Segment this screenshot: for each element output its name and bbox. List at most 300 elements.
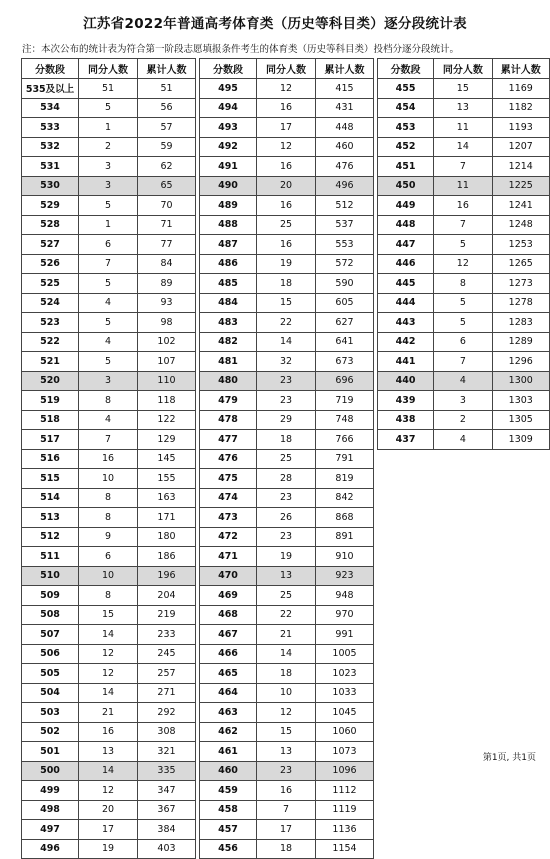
cell-same-score-count: 12 — [79, 644, 138, 664]
cell-score-range: 524 — [22, 293, 79, 313]
table-row — [200, 274, 374, 294]
cell-score-range: 445 — [378, 274, 434, 294]
cell-score-range: 495 — [200, 79, 257, 99]
table-row — [200, 625, 374, 645]
cell-same-score-count: 7 — [434, 215, 492, 235]
cell-cumulative-count: 196 — [138, 566, 196, 586]
table-row — [200, 332, 374, 352]
table-row — [22, 605, 196, 625]
cell-cumulative-count: 77 — [138, 235, 196, 255]
cell-score-range: 488 — [200, 215, 257, 235]
cell-same-score-count: 6 — [434, 332, 492, 352]
table-row — [378, 157, 550, 177]
cell-cumulative-count: 641 — [316, 332, 374, 352]
table-row — [200, 254, 374, 274]
cell-cumulative-count: 1289 — [492, 332, 549, 352]
cell-same-score-count: 12 — [79, 781, 138, 801]
table-row — [22, 157, 196, 177]
table-row — [378, 176, 550, 196]
cell-cumulative-count: 118 — [138, 391, 196, 411]
cell-score-range: 504 — [22, 683, 79, 703]
cell-score-range: 506 — [22, 644, 79, 664]
cell-cumulative-count: 431 — [316, 98, 374, 118]
cell-cumulative-count: 1033 — [316, 683, 374, 703]
table-row — [22, 703, 196, 723]
cell-cumulative-count: 572 — [316, 254, 374, 274]
cell-cumulative-count: 891 — [316, 527, 374, 547]
cell-cumulative-count: 70 — [138, 196, 196, 216]
table-row — [22, 235, 196, 255]
cell-score-range: 487 — [200, 235, 257, 255]
table-row — [22, 664, 196, 684]
cell-same-score-count: 7 — [257, 800, 316, 820]
table-row — [200, 644, 374, 664]
cell-cumulative-count: 57 — [138, 118, 196, 138]
cell-score-range: 437 — [378, 430, 434, 450]
cell-score-range: 454 — [378, 98, 434, 118]
cell-same-score-count: 6 — [79, 235, 138, 255]
header-same-score-count: 同分人数 — [79, 59, 138, 79]
header-row — [200, 59, 374, 79]
cell-score-range: 453 — [378, 118, 434, 138]
cell-cumulative-count: 1283 — [492, 313, 549, 333]
table-row — [22, 254, 196, 274]
cell-score-range: 498 — [22, 800, 79, 820]
table-row — [200, 722, 374, 742]
cell-same-score-count: 18 — [257, 430, 316, 450]
cell-cumulative-count: 1169 — [492, 79, 549, 99]
cell-same-score-count: 22 — [257, 605, 316, 625]
cell-same-score-count: 12 — [257, 79, 316, 99]
cell-score-range: 531 — [22, 157, 79, 177]
cell-score-range: 503 — [22, 703, 79, 723]
cell-same-score-count: 16 — [257, 781, 316, 801]
cell-same-score-count: 11 — [434, 118, 492, 138]
cell-cumulative-count: 71 — [138, 215, 196, 235]
cell-same-score-count: 5 — [79, 196, 138, 216]
cell-same-score-count: 23 — [257, 488, 316, 508]
cell-same-score-count: 10 — [79, 566, 138, 586]
cell-score-range: 515 — [22, 469, 79, 489]
cell-same-score-count: 19 — [257, 547, 316, 567]
cell-cumulative-count: 84 — [138, 254, 196, 274]
table-row — [22, 391, 196, 411]
cell-score-range: 446 — [378, 254, 434, 274]
cell-score-range: 530 — [22, 176, 79, 196]
table-row — [200, 118, 374, 138]
cell-same-score-count: 7 — [79, 254, 138, 274]
table-row — [22, 352, 196, 372]
table-row — [22, 625, 196, 645]
cell-score-range: 458 — [200, 800, 257, 820]
cell-score-range: 470 — [200, 566, 257, 586]
cell-cumulative-count: 204 — [138, 586, 196, 606]
cell-same-score-count: 14 — [79, 761, 138, 781]
cell-score-range: 467 — [200, 625, 257, 645]
table-row — [22, 722, 196, 742]
cell-same-score-count: 28 — [257, 469, 316, 489]
cell-score-range: 528 — [22, 215, 79, 235]
cell-score-range: 450 — [378, 176, 434, 196]
cell-cumulative-count: 991 — [316, 625, 374, 645]
cell-score-range: 460 — [200, 761, 257, 781]
table-row — [200, 449, 374, 469]
cell-same-score-count: 29 — [257, 410, 316, 430]
table-row — [200, 235, 374, 255]
cell-same-score-count: 9 — [79, 527, 138, 547]
cell-score-range: 535及以上 — [22, 79, 79, 99]
cell-same-score-count: 7 — [434, 352, 492, 372]
cell-cumulative-count: 110 — [138, 371, 196, 391]
cell-same-score-count: 4 — [434, 430, 492, 450]
table-row — [200, 352, 374, 372]
table-row — [378, 98, 550, 118]
table-row — [200, 683, 374, 703]
cell-same-score-count: 17 — [257, 820, 316, 840]
cell-cumulative-count: 186 — [138, 547, 196, 567]
cell-cumulative-count: 171 — [138, 508, 196, 528]
cell-score-range: 511 — [22, 547, 79, 567]
cell-score-range: 479 — [200, 391, 257, 411]
cell-same-score-count: 5 — [434, 313, 492, 333]
cell-score-range: 444 — [378, 293, 434, 313]
table-row — [22, 820, 196, 840]
cell-cumulative-count: 819 — [316, 469, 374, 489]
table-row — [378, 293, 550, 313]
table-row — [200, 761, 374, 781]
cell-cumulative-count: 1119 — [316, 800, 374, 820]
cell-cumulative-count: 62 — [138, 157, 196, 177]
cell-score-range: 508 — [22, 605, 79, 625]
cell-cumulative-count: 335 — [138, 761, 196, 781]
cell-score-range: 471 — [200, 547, 257, 567]
table-row — [22, 293, 196, 313]
table-row — [200, 196, 374, 216]
cell-score-range: 507 — [22, 625, 79, 645]
score-table-1 — [21, 58, 196, 859]
cell-same-score-count: 15 — [257, 293, 316, 313]
cell-cumulative-count: 122 — [138, 410, 196, 430]
cell-same-score-count: 13 — [257, 566, 316, 586]
cell-same-score-count: 22 — [257, 313, 316, 333]
cell-cumulative-count: 766 — [316, 430, 374, 450]
cell-same-score-count: 23 — [257, 371, 316, 391]
cell-same-score-count: 23 — [257, 761, 316, 781]
cell-same-score-count: 13 — [257, 742, 316, 762]
cell-cumulative-count: 233 — [138, 625, 196, 645]
cell-score-range: 529 — [22, 196, 79, 216]
cell-same-score-count: 12 — [257, 137, 316, 157]
cell-cumulative-count: 1096 — [316, 761, 374, 781]
cell-cumulative-count: 93 — [138, 293, 196, 313]
cell-score-range: 451 — [378, 157, 434, 177]
cell-same-score-count: 19 — [79, 839, 138, 859]
table-row — [22, 313, 196, 333]
cell-cumulative-count: 512 — [316, 196, 374, 216]
table-row — [378, 332, 550, 352]
cell-cumulative-count: 948 — [316, 586, 374, 606]
cell-cumulative-count: 1309 — [492, 430, 549, 450]
cell-cumulative-count: 553 — [316, 235, 374, 255]
table-row — [22, 449, 196, 469]
cell-cumulative-count: 1300 — [492, 371, 549, 391]
cell-same-score-count: 16 — [257, 196, 316, 216]
table-row — [200, 79, 374, 99]
cell-same-score-count: 10 — [79, 469, 138, 489]
table-row — [22, 488, 196, 508]
cell-score-range: 457 — [200, 820, 257, 840]
cell-same-score-count: 14 — [79, 683, 138, 703]
table-row — [22, 430, 196, 450]
cell-same-score-count: 18 — [257, 664, 316, 684]
cell-score-range: 485 — [200, 274, 257, 294]
cell-same-score-count: 3 — [434, 391, 492, 411]
cell-same-score-count: 25 — [257, 215, 316, 235]
cell-same-score-count: 13 — [79, 742, 138, 762]
table-row — [200, 157, 374, 177]
cell-same-score-count: 16 — [257, 235, 316, 255]
cell-score-range: 518 — [22, 410, 79, 430]
table-row — [378, 196, 550, 216]
table-row — [22, 566, 196, 586]
cell-cumulative-count: 476 — [316, 157, 374, 177]
cell-score-range: 449 — [378, 196, 434, 216]
cell-cumulative-count: 155 — [138, 469, 196, 489]
cell-score-range: 509 — [22, 586, 79, 606]
table-row — [22, 800, 196, 820]
table-row — [200, 293, 374, 313]
header-cumulative-count: 累计人数 — [138, 59, 196, 79]
cell-score-range: 473 — [200, 508, 257, 528]
table-row — [200, 176, 374, 196]
cell-score-range: 447 — [378, 235, 434, 255]
cell-cumulative-count: 1154 — [316, 839, 374, 859]
cell-cumulative-count: 1241 — [492, 196, 549, 216]
cell-cumulative-count: 129 — [138, 430, 196, 450]
cell-cumulative-count: 257 — [138, 664, 196, 684]
cell-score-range: 452 — [378, 137, 434, 157]
cell-cumulative-count: 923 — [316, 566, 374, 586]
cell-score-range: 513 — [22, 508, 79, 528]
table-row — [200, 547, 374, 567]
cell-score-range: 482 — [200, 332, 257, 352]
table-row — [200, 508, 374, 528]
table-row — [22, 196, 196, 216]
cell-cumulative-count: 145 — [138, 449, 196, 469]
cell-cumulative-count: 1073 — [316, 742, 374, 762]
cell-same-score-count: 21 — [79, 703, 138, 723]
score-table-2 — [199, 58, 374, 859]
cell-cumulative-count: 590 — [316, 274, 374, 294]
cell-same-score-count: 20 — [257, 176, 316, 196]
cell-same-score-count: 8 — [79, 488, 138, 508]
cell-cumulative-count: 696 — [316, 371, 374, 391]
table-row — [22, 839, 196, 859]
cell-cumulative-count: 163 — [138, 488, 196, 508]
cell-score-range: 519 — [22, 391, 79, 411]
cell-same-score-count: 3 — [79, 157, 138, 177]
cell-cumulative-count: 321 — [138, 742, 196, 762]
header-row — [22, 59, 196, 79]
header-cumulative-count: 累计人数 — [316, 59, 374, 79]
cell-same-score-count: 4 — [434, 371, 492, 391]
cell-cumulative-count: 367 — [138, 800, 196, 820]
cell-cumulative-count: 347 — [138, 781, 196, 801]
cell-same-score-count: 7 — [79, 430, 138, 450]
table-row — [200, 469, 374, 489]
cell-score-range: 469 — [200, 586, 257, 606]
cell-score-range: 455 — [378, 79, 434, 99]
cell-same-score-count: 5 — [434, 235, 492, 255]
table-row — [378, 430, 550, 450]
cell-same-score-count: 14 — [434, 137, 492, 157]
cell-cumulative-count: 496 — [316, 176, 374, 196]
cell-cumulative-count: 56 — [138, 98, 196, 118]
cell-same-score-count: 1 — [79, 215, 138, 235]
cell-cumulative-count: 107 — [138, 352, 196, 372]
cell-cumulative-count: 605 — [316, 293, 374, 313]
cell-score-range: 439 — [378, 391, 434, 411]
cell-score-range: 438 — [378, 410, 434, 430]
header-score-range: 分数段 — [200, 59, 257, 79]
cell-score-range: 500 — [22, 761, 79, 781]
table-row — [200, 664, 374, 684]
cell-score-range: 493 — [200, 118, 257, 138]
cell-cumulative-count: 271 — [138, 683, 196, 703]
cell-score-range: 477 — [200, 430, 257, 450]
cell-score-range: 534 — [22, 98, 79, 118]
cell-score-range: 510 — [22, 566, 79, 586]
cell-same-score-count: 2 — [434, 410, 492, 430]
cell-score-range: 480 — [200, 371, 257, 391]
table-row — [200, 605, 374, 625]
cell-same-score-count: 14 — [79, 625, 138, 645]
cell-score-range: 462 — [200, 722, 257, 742]
cell-score-range: 490 — [200, 176, 257, 196]
table-row — [200, 839, 374, 859]
cell-same-score-count: 12 — [257, 703, 316, 723]
table-row — [22, 644, 196, 664]
page-footer: 第1页, 共1页 — [482, 753, 536, 763]
cell-score-range: 521 — [22, 352, 79, 372]
cell-score-range: 516 — [22, 449, 79, 469]
cell-same-score-count: 16 — [257, 98, 316, 118]
cell-cumulative-count: 384 — [138, 820, 196, 840]
cell-score-range: 475 — [200, 469, 257, 489]
cell-cumulative-count: 719 — [316, 391, 374, 411]
table-row — [22, 137, 196, 157]
table-row — [22, 469, 196, 489]
cell-score-range: 533 — [22, 118, 79, 138]
table-row — [200, 527, 374, 547]
cell-same-score-count: 5 — [434, 293, 492, 313]
table-row — [378, 79, 550, 99]
cell-score-range: 466 — [200, 644, 257, 664]
cell-same-score-count: 2 — [79, 137, 138, 157]
cell-cumulative-count: 1112 — [316, 781, 374, 801]
cell-cumulative-count: 1060 — [316, 722, 374, 742]
table-row — [22, 742, 196, 762]
cell-same-score-count: 8 — [79, 508, 138, 528]
table-row — [200, 781, 374, 801]
cell-same-score-count: 21 — [257, 625, 316, 645]
cell-same-score-count: 8 — [79, 586, 138, 606]
table-row — [22, 79, 196, 99]
table-row — [378, 215, 550, 235]
table-row — [22, 274, 196, 294]
cell-same-score-count: 12 — [434, 254, 492, 274]
cell-same-score-count: 3 — [79, 176, 138, 196]
cell-same-score-count: 13 — [434, 98, 492, 118]
cell-cumulative-count: 1273 — [492, 274, 549, 294]
cell-score-range: 476 — [200, 449, 257, 469]
table-row — [200, 98, 374, 118]
cell-score-range: 502 — [22, 722, 79, 742]
cell-score-range: 461 — [200, 742, 257, 762]
cell-cumulative-count: 245 — [138, 644, 196, 664]
score-table-3 — [377, 58, 550, 450]
table-row — [22, 683, 196, 703]
cell-cumulative-count: 1005 — [316, 644, 374, 664]
cell-score-range: 523 — [22, 313, 79, 333]
cell-cumulative-count: 1023 — [316, 664, 374, 684]
table-row — [200, 488, 374, 508]
cell-cumulative-count: 1265 — [492, 254, 549, 274]
cell-same-score-count: 15 — [79, 605, 138, 625]
cell-score-range: 448 — [378, 215, 434, 235]
cell-score-range: 501 — [22, 742, 79, 762]
cell-cumulative-count: 1296 — [492, 352, 549, 372]
table-row — [200, 800, 374, 820]
cell-cumulative-count: 448 — [316, 118, 374, 138]
table-row — [22, 761, 196, 781]
cell-same-score-count: 16 — [257, 157, 316, 177]
table-row — [200, 371, 374, 391]
cell-same-score-count: 23 — [257, 527, 316, 547]
cell-same-score-count: 11 — [434, 176, 492, 196]
table-row — [200, 137, 374, 157]
cell-cumulative-count: 868 — [316, 508, 374, 528]
cell-cumulative-count: 89 — [138, 274, 196, 294]
cell-score-range: 491 — [200, 157, 257, 177]
cell-same-score-count: 5 — [79, 352, 138, 372]
cell-cumulative-count: 98 — [138, 313, 196, 333]
cell-score-range: 489 — [200, 196, 257, 216]
cell-cumulative-count: 415 — [316, 79, 374, 99]
cell-cumulative-count: 1182 — [492, 98, 549, 118]
table-row — [22, 781, 196, 801]
cell-cumulative-count: 1207 — [492, 137, 549, 157]
cell-same-score-count: 14 — [257, 644, 316, 664]
cell-same-score-count: 25 — [257, 586, 316, 606]
table-row — [378, 235, 550, 255]
table-row — [22, 527, 196, 547]
cell-cumulative-count: 180 — [138, 527, 196, 547]
table-row — [22, 410, 196, 430]
cell-cumulative-count: 219 — [138, 605, 196, 625]
cell-cumulative-count: 308 — [138, 722, 196, 742]
cell-same-score-count: 4 — [79, 332, 138, 352]
table-row — [22, 371, 196, 391]
cell-cumulative-count: 1303 — [492, 391, 549, 411]
header-same-score-count: 同分人数 — [257, 59, 316, 79]
cell-same-score-count: 10 — [257, 683, 316, 703]
cell-cumulative-count: 673 — [316, 352, 374, 372]
table-row — [22, 215, 196, 235]
cell-cumulative-count: 627 — [316, 313, 374, 333]
cell-cumulative-count: 748 — [316, 410, 374, 430]
cell-cumulative-count: 460 — [316, 137, 374, 157]
